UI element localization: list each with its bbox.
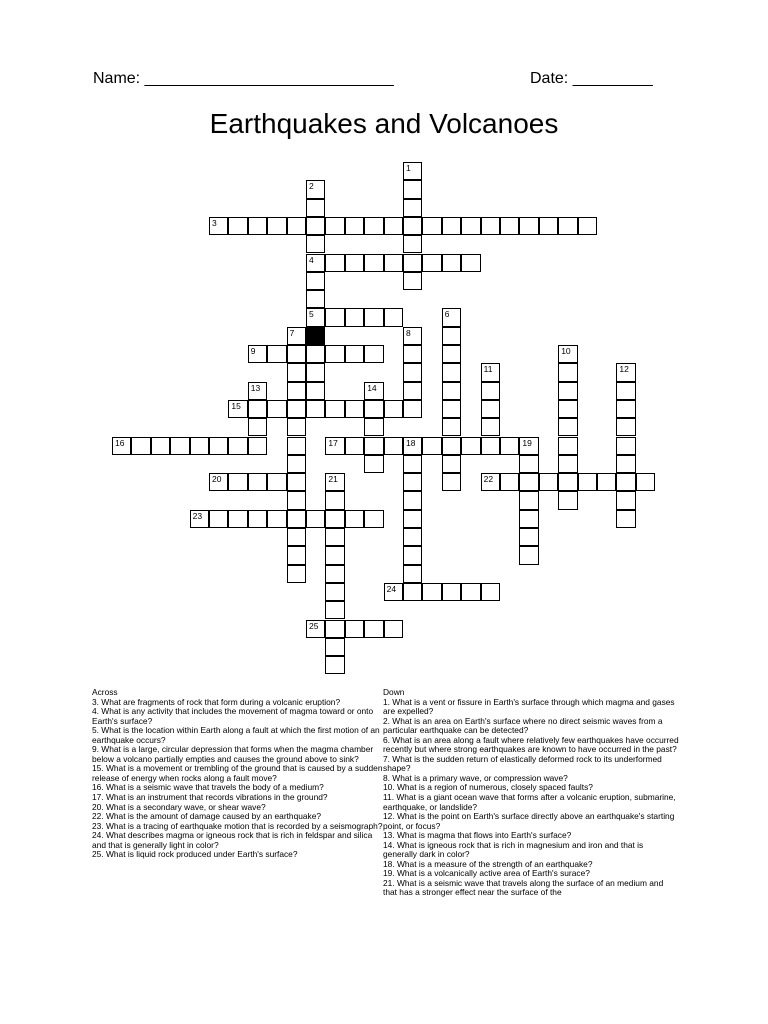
grid-cell[interactable]	[364, 217, 383, 235]
grid-cell[interactable]	[325, 217, 344, 235]
clue-down-14: 14. What is igneous rock that is rich in magnesium and iron and that is generally dark in color?	[383, 839, 644, 860]
grid-cell[interactable]	[267, 345, 286, 363]
grid-cell[interactable]	[287, 363, 306, 381]
grid-cell[interactable]	[306, 199, 325, 217]
grid-cell[interactable]	[306, 254, 325, 272]
grid-cell[interactable]	[190, 510, 209, 528]
grid-cell[interactable]	[616, 473, 635, 491]
clue-down-19: 19. What is a volcanically active area of Earth's surace?	[383, 868, 590, 879]
grid-cell[interactable]	[364, 418, 383, 436]
page-title: Earthquakes and Volcanoes	[209, 108, 559, 139]
grid-cell[interactable]	[287, 528, 306, 546]
grid-cell[interactable]	[248, 217, 267, 235]
grid-cell[interactable]	[364, 510, 383, 528]
grid-cell[interactable]	[306, 308, 325, 326]
grid-cell[interactable]	[306, 363, 325, 381]
grid-cell[interactable]	[442, 217, 461, 235]
clue-number: 3	[212, 217, 217, 228]
grid-cell[interactable]	[248, 345, 267, 363]
grid-cell[interactable]	[422, 254, 441, 272]
grid-cell[interactable]	[403, 345, 422, 363]
grid-cell[interactable]	[306, 235, 325, 253]
grid-cell[interactable]	[248, 473, 267, 491]
grid-cell[interactable]	[558, 473, 577, 491]
grid-cell[interactable]	[345, 217, 364, 235]
grid-cell[interactable]	[325, 473, 344, 491]
grid-cell[interactable]	[325, 601, 344, 619]
grid-cell[interactable]	[461, 254, 480, 272]
grid-cell[interactable]	[267, 400, 286, 418]
grid-cell[interactable]	[616, 510, 635, 528]
grid-cell[interactable]	[403, 217, 422, 235]
grid-cell[interactable]	[500, 473, 519, 491]
across-clues	[92, 688, 384, 860]
clue-down-13: 13. What is magma that flows into Earth's surface?	[383, 830, 572, 841]
clue-number: 12	[619, 364, 629, 375]
grid-cell[interactable]	[209, 473, 228, 491]
grid-cell[interactable]	[616, 455, 635, 473]
grid-cell[interactable]	[325, 400, 344, 418]
grid-cell[interactable]	[364, 254, 383, 272]
grid-cell[interactable]	[403, 363, 422, 381]
clue-across-4: 4. What is any activity that includes the movement of magma toward or onto Earth's surface?	[92, 706, 374, 726]
grid-cell[interactable]	[481, 418, 500, 436]
down-clues	[383, 688, 679, 898]
grid-cell[interactable]	[442, 455, 461, 473]
grid-cell[interactable]	[616, 437, 635, 455]
grid-cell[interactable]	[287, 510, 306, 528]
grid-cell[interactable]	[403, 254, 422, 272]
grid-cell[interactable]	[306, 272, 325, 290]
grid-cell[interactable]	[170, 437, 189, 455]
grid-cell[interactable]	[364, 308, 383, 326]
grid-cell[interactable]	[442, 345, 461, 363]
grid-cell[interactable]	[519, 528, 538, 546]
grid-cell[interactable]	[384, 583, 403, 601]
grid-cell[interactable]	[364, 382, 383, 400]
grid-cell[interactable]	[500, 217, 519, 235]
grid-cell[interactable]	[267, 510, 286, 528]
grid-cell[interactable]	[481, 437, 500, 455]
grid-cell[interactable]	[403, 400, 422, 418]
grid-cell[interactable]	[287, 382, 306, 400]
grid-cell[interactable]	[151, 437, 170, 455]
grid-cell[interactable]	[364, 400, 383, 418]
grid-cell[interactable]	[558, 363, 577, 381]
grid-cell[interactable]	[481, 382, 500, 400]
grid-cell[interactable]	[345, 437, 364, 455]
clue-number: 11	[483, 364, 493, 375]
grid-cell[interactable]	[345, 620, 364, 638]
grid-cell[interactable]	[287, 455, 306, 473]
grid-cell[interactable]	[364, 345, 383, 363]
grid-cell[interactable]	[267, 217, 286, 235]
grid-cell[interactable]	[306, 400, 325, 418]
grid-cell[interactable]	[306, 345, 325, 363]
grid-cell[interactable]	[461, 217, 480, 235]
clue-across-23: 23. What is a tracing of earthquake motion that is recorded by a seismograph?	[92, 820, 383, 831]
grid-cell[interactable]	[384, 254, 403, 272]
grid-cell[interactable]	[325, 546, 344, 564]
grid-cell[interactable]	[481, 400, 500, 418]
grid-cell[interactable]	[364, 455, 383, 473]
grid-cell[interactable]	[287, 437, 306, 455]
grid-cell[interactable]	[364, 620, 383, 638]
grid-cell[interactable]	[306, 180, 325, 198]
clue-number: 20	[212, 474, 222, 485]
clue-down-11: 11. What is a giant ocean wave that forms after a volcanic eruption, submarine, earthquake, or landslide?	[383, 792, 676, 812]
grid-cell[interactable]	[384, 308, 403, 326]
grid-cell[interactable]	[325, 656, 344, 674]
grid-cell[interactable]	[558, 418, 577, 436]
grid-cell[interactable]	[481, 473, 500, 491]
grid-cell[interactable]	[384, 400, 403, 418]
grid-cell[interactable]	[519, 510, 538, 528]
grid-cell[interactable]	[384, 217, 403, 235]
grid-cell[interactable]	[248, 510, 267, 528]
grid-cell[interactable]	[616, 382, 635, 400]
clue-down-7: 7. What is the sudden return of elastically deformed rock to its underformed shape?	[383, 753, 662, 774]
clue-down-8: 8. What is a primary wave, or compression wave?	[383, 772, 568, 783]
name-field[interactable]: Name: ____________________________	[93, 70, 394, 87]
grid-cell[interactable]	[403, 437, 422, 455]
grid-cell[interactable]	[403, 272, 422, 290]
clue-number: 13	[250, 382, 261, 393]
grid-cell[interactable]	[325, 565, 344, 583]
grid-cell[interactable]	[442, 308, 461, 326]
grid-cell[interactable]	[267, 473, 286, 491]
grid-cell[interactable]	[616, 400, 635, 418]
grid-cell[interactable]	[248, 418, 267, 436]
grid-cell[interactable]	[364, 437, 383, 455]
grid-cell[interactable]	[500, 437, 519, 455]
grid-cell[interactable]	[442, 583, 461, 601]
grid-cell[interactable]	[442, 473, 461, 491]
clue-across-25: 25. What is liquid rock produced under Earth's surface?	[92, 849, 298, 860]
grid-cell[interactable]	[228, 437, 247, 455]
grid-cell[interactable]	[287, 217, 306, 235]
grid-cell[interactable]	[403, 235, 422, 253]
grid-cell[interactable]	[306, 620, 325, 638]
grid-cell[interactable]	[287, 546, 306, 564]
grid-cell[interactable]	[616, 363, 635, 381]
grid-cell[interactable]	[442, 363, 461, 381]
clue-down-6: 6. What is an area along a fault where relatively few earthquakes have occurred recently but where strong earthquakes are known to have occurred in the past?	[383, 734, 679, 755]
grid-cell[interactable]	[131, 437, 150, 455]
grid-cell[interactable]	[325, 308, 344, 326]
clue-number: 23	[192, 510, 203, 521]
blocked-cell	[306, 327, 325, 345]
grid-cell[interactable]	[325, 437, 344, 455]
grid-cell[interactable]	[403, 327, 422, 345]
clue-down-10: 10. What is a region of numerous, closely spaced faults?	[383, 782, 593, 793]
grid-cell[interactable]	[558, 382, 577, 400]
grid-cell[interactable]	[403, 199, 422, 217]
grid-cell[interactable]	[403, 528, 422, 546]
grid-cell[interactable]	[616, 418, 635, 436]
grid-cell[interactable]	[519, 473, 538, 491]
grid-cell[interactable]	[345, 308, 364, 326]
grid-cell[interactable]	[442, 382, 461, 400]
clue-across-3: 3. What are fragments of rock that form during a volcanic eruption?	[92, 696, 341, 707]
grid-cell[interactable]	[190, 437, 209, 455]
grid-cell[interactable]	[228, 400, 247, 418]
clue-across-17: 17. What is an instrument that records vibrations in the ground?	[92, 792, 328, 803]
grid-cell[interactable]	[248, 400, 267, 418]
grid-cell[interactable]	[597, 473, 616, 491]
grid-cell[interactable]	[519, 546, 538, 564]
grid-cell[interactable]	[403, 583, 422, 601]
grid-cell[interactable]	[558, 400, 577, 418]
clue-number: 9	[250, 346, 256, 356]
clue-down-21: 21. What is a seismic wave that travels along the surface of an medium and that has a stronger effect near the surface of the	[383, 877, 664, 898]
grid-cell[interactable]	[403, 546, 422, 564]
grid-cell[interactable]	[539, 473, 558, 491]
grid-cell[interactable]	[558, 455, 577, 473]
clue-number: 10	[561, 346, 571, 356]
clue-across-5: 5. What is the location within Earth along a fault at which the first motion of an earthquake occurs?	[92, 725, 380, 745]
grid-cell[interactable]	[442, 254, 461, 272]
clue-number: 25	[309, 620, 319, 631]
grid-cell[interactable]	[287, 418, 306, 436]
grid-cell[interactable]	[442, 437, 461, 455]
grid-cell[interactable]	[636, 473, 655, 491]
grid-cell[interactable]	[248, 382, 267, 400]
grid-cell[interactable]	[345, 400, 364, 418]
grid-cell[interactable]	[403, 473, 422, 491]
grid-cell[interactable]	[481, 583, 500, 601]
clue-down-18: 18. What is a measure of the strength of an earthquake?	[383, 858, 593, 869]
grid-cell[interactable]	[403, 180, 422, 198]
clue-across-9: 9. What is a large, circular depression that forms when the magma chamber below a volcano partially empties and causes the ground above to sink?	[92, 744, 374, 764]
grid-cell[interactable]	[403, 455, 422, 473]
grid-cell[interactable]	[519, 455, 538, 473]
grid-cell[interactable]	[345, 345, 364, 363]
grid-cell[interactable]	[403, 162, 422, 180]
grid-cell[interactable]	[325, 510, 344, 528]
grid-cell[interactable]	[228, 510, 247, 528]
grid-cell[interactable]	[442, 327, 461, 345]
grid-cell[interactable]	[306, 382, 325, 400]
grid-cell[interactable]	[442, 400, 461, 418]
grid-cell[interactable]	[345, 510, 364, 528]
grid-cell[interactable]	[306, 290, 325, 308]
grid-cell[interactable]	[287, 345, 306, 363]
grid-cell[interactable]	[325, 345, 344, 363]
grid-cell[interactable]	[325, 638, 344, 656]
grid-cell[interactable]	[228, 217, 247, 235]
clue-across-20: 20. What is a secondary wave, or shear wave?	[92, 801, 266, 812]
grid-cell[interactable]	[306, 217, 325, 235]
grid-cell[interactable]	[422, 437, 441, 455]
grid-cell[interactable]	[403, 491, 422, 509]
grid-cell[interactable]	[616, 491, 635, 509]
clue-across-24: 24. What describes magma or igneous rock that is rich in feldspar and silica and that is generally light in color?	[92, 830, 373, 850]
grid-cell[interactable]	[287, 491, 306, 509]
grid-cell[interactable]	[287, 327, 306, 345]
clue-across-16: 16. What is a seismic wave that travels the body of a medium?	[92, 782, 324, 793]
down-heading: Down	[383, 687, 405, 697]
grid-cell[interactable]	[481, 217, 500, 235]
grid-cell[interactable]	[558, 491, 577, 509]
grid-cell[interactable]	[403, 382, 422, 400]
clue-number: 18	[406, 437, 416, 448]
clue-down-1: 1. What is a vent or fissure in Earth's surface through which magma and gases are expelled?	[383, 696, 675, 717]
grid-cell[interactable]	[422, 583, 441, 601]
grid-cell[interactable]	[461, 437, 480, 455]
across-heading: Across	[92, 687, 118, 697]
grid-cell[interactable]	[519, 437, 538, 455]
clue-number: 14	[367, 382, 377, 393]
grid-cell[interactable]	[403, 510, 422, 528]
grid-cell[interactable]	[384, 620, 403, 638]
grid-cell[interactable]	[209, 510, 228, 528]
clue-down-12: 12. What is the point on Earth's surface directly above an earthquake's starting point, or focus?	[383, 811, 675, 831]
grid-cell[interactable]	[228, 473, 247, 491]
grid-cell[interactable]	[325, 620, 344, 638]
clue-across-22: 22. What is the amount of damage caused by an earthquake?	[92, 811, 322, 822]
grid-cell[interactable]	[325, 583, 344, 601]
grid-cell[interactable]	[578, 217, 597, 235]
clue-number: 21	[328, 474, 338, 485]
clue-number: 15	[231, 400, 241, 411]
clue-number: 1	[406, 163, 411, 173]
grid-cell[interactable]	[112, 437, 131, 455]
grid-cell[interactable]	[209, 217, 228, 235]
clue-number: 19	[522, 437, 532, 448]
grid-cell[interactable]	[442, 418, 461, 436]
grid-cell[interactable]	[306, 510, 325, 528]
grid-cell[interactable]	[287, 565, 306, 583]
clue-number: 2	[309, 181, 314, 192]
grid-cell[interactable]	[248, 437, 267, 455]
grid-cell[interactable]	[325, 528, 344, 546]
clue-number: 24	[386, 583, 397, 594]
clue-number: 17	[328, 437, 338, 448]
grid-cell[interactable]	[539, 217, 558, 235]
grid-cell[interactable]	[422, 217, 441, 235]
clue-across-15: 15. What is a movement or trembling of the ground that is caused by a sudden release of energy when rocks along a fault move?	[92, 763, 383, 783]
clue-number: 4	[309, 254, 314, 265]
grid-cell[interactable]	[519, 217, 538, 235]
date-field[interactable]: Date: _________	[530, 70, 653, 87]
grid-cell[interactable]	[461, 583, 480, 601]
grid-cell[interactable]	[209, 437, 228, 455]
clue-number: 8	[406, 327, 411, 338]
grid-cell[interactable]	[481, 363, 500, 381]
clue-number: 16	[115, 437, 125, 448]
grid-cell[interactable]	[558, 437, 577, 455]
grid-cell[interactable]	[345, 254, 364, 272]
clue-number: 5	[309, 309, 314, 320]
grid-cell[interactable]	[325, 254, 344, 272]
grid-cell[interactable]	[578, 473, 597, 491]
clue-down-2: 2. What is an area on Earth's surface where no direct seismic waves from a particular earthquake can be detected?	[383, 715, 663, 736]
grid-cell[interactable]	[558, 217, 577, 235]
grid-cell[interactable]	[403, 565, 422, 583]
clue-number: 7	[289, 327, 295, 338]
clue-number: 6	[444, 309, 450, 320]
grid-cell[interactable]	[558, 345, 577, 363]
grid-cell[interactable]	[384, 437, 403, 455]
clue-number: 22	[483, 474, 494, 485]
grid-cell[interactable]	[287, 400, 306, 418]
grid-cell[interactable]	[519, 491, 538, 509]
grid-cell[interactable]	[287, 473, 306, 491]
grid-cell[interactable]	[325, 491, 344, 509]
